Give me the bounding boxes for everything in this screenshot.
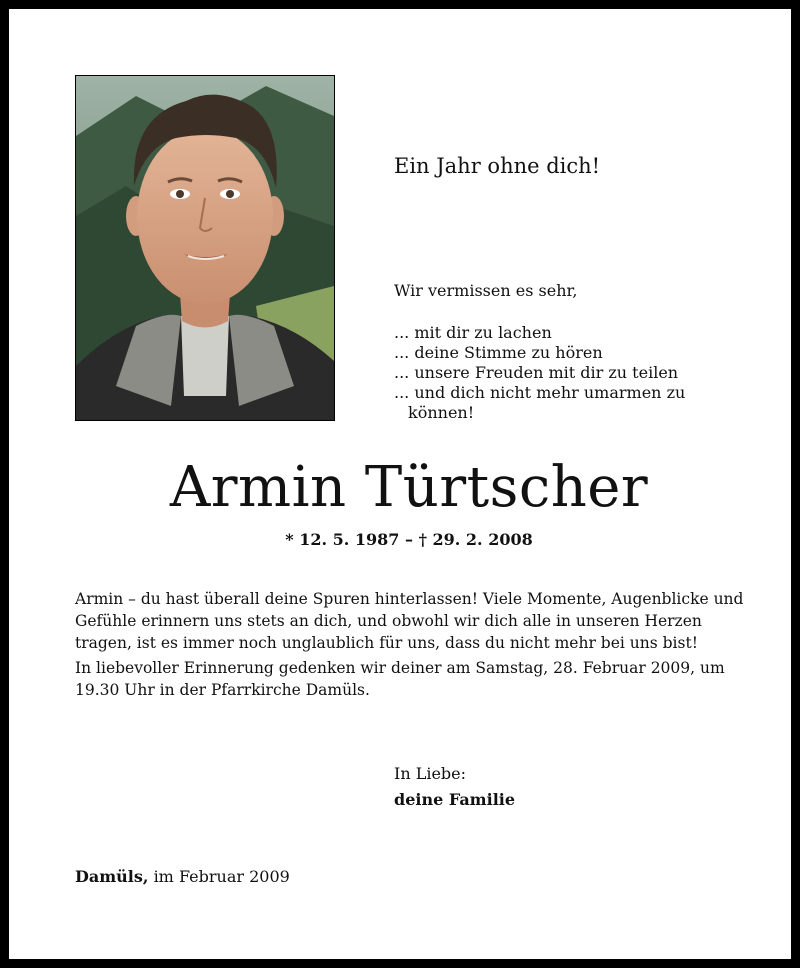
month-year: im Februar 2009	[153, 867, 290, 886]
heading: Ein Jahr ohne dich!	[394, 154, 601, 178]
life-dates: * 12. 5. 1987 – † 29. 2. 2008	[285, 530, 533, 549]
deceased-name: Armin Türtscher	[169, 455, 649, 520]
list-item: ... unsere Freuden mit dir zu teilen	[394, 363, 679, 382]
memorial-text	[75, 588, 745, 704]
intro-line: Wir vermissen es sehr,	[394, 281, 578, 300]
list-item: ... mit dir zu lachen	[394, 323, 552, 342]
place-date	[75, 867, 290, 886]
list-item: ... und dich nicht mehr umarmen zu können!	[394, 383, 686, 422]
signoff-label: In Liebe:	[394, 764, 467, 783]
paragraph: In liebevoller Erinnerung gedenken wir deiner am Samstag, 28. Februar 2009, um 19.30 Uhr in der Pfarrkirche Damüls.	[75, 659, 725, 699]
reasons-list	[394, 323, 724, 423]
signoff-family: deine Familie	[394, 790, 516, 809]
town-name: Damüls,	[75, 867, 149, 886]
portrait-photo	[75, 75, 335, 421]
signoff	[394, 761, 515, 813]
list-item: ... deine Stimme zu hören	[394, 343, 603, 362]
paragraph: Armin – du hast überall deine Spuren hinterlassen! Viele Momente, Augenblicke und Gefühle erinnern uns stets an dich, und obwohl wir dich alle in unseren Herzen tragen, ist es immer noch unglaublich für uns, dass du nicht mehr bei uns bist!	[75, 590, 744, 652]
